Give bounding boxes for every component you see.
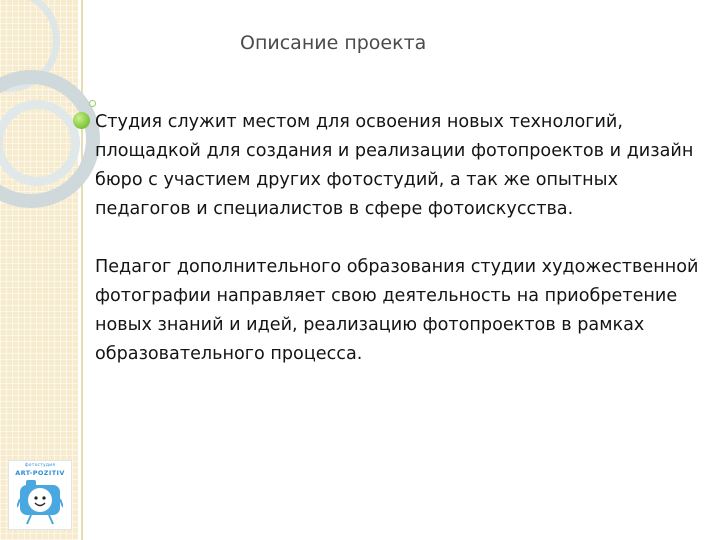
slide-body [95,108,710,369]
logo-caption: фотостудия [24,463,56,468]
bullet-dot-icon [73,112,90,129]
camera-mascot-icon [17,479,63,527]
sidebar-divider [81,0,83,540]
body-paragraph-2: Педагог дополнительного образования студии художественной фотографии направляет свою деятельность на приобретение новых знаний и идей, реализацию фотопроектов в рамках образовательного процесса. [95,257,699,364]
logo-brand: ART-POZITIV [15,469,65,477]
slide-title: Описание проекта [240,32,427,54]
studio-logo [8,460,72,530]
small-circle-icon [89,100,96,107]
body-paragraph-1: Студия служит местом для освоения новых технологий, площадкой для создания и реализации фотопроектов и дизайн бюро с участием других фотостудий, а так же опытных педагогов и специалистов в сфере фотоискусства. [95,112,694,219]
